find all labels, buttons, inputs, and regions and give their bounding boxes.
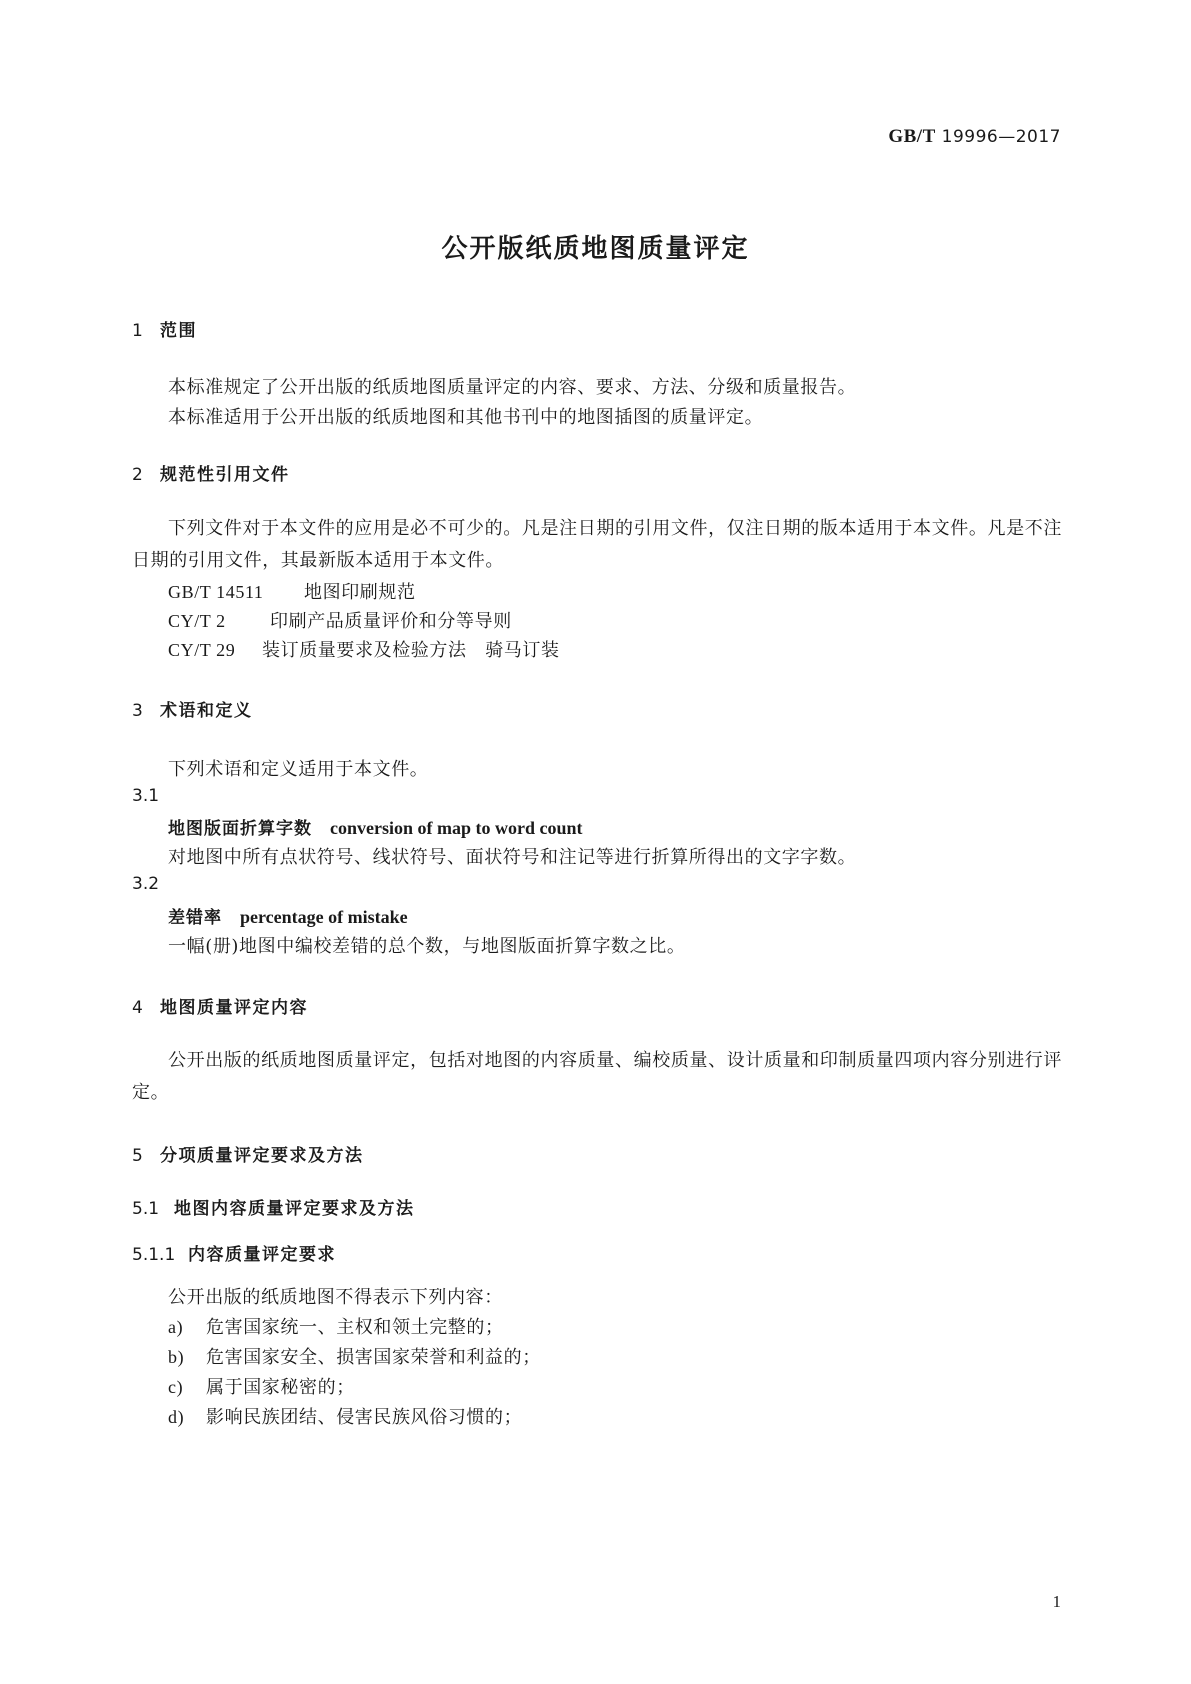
section-number: 2 (132, 465, 143, 485)
term-english: conversion of map to word count (330, 818, 583, 838)
section-1-heading (132, 316, 197, 341)
section-title: 地图质量评定内容 (160, 998, 308, 1018)
section-title: 内容质量评定要求 (188, 1245, 336, 1265)
term-heading (168, 814, 583, 839)
paragraph: 公开出版的纸质地图质量评定，包括对地图的内容质量、编校质量、设计质量和印制质量四项内容分别进行评定。 (132, 1050, 1062, 1103)
paragraph: 下列文件对于本文件的应用是必不可少的。凡是注日期的引用文件，仅注日期的版本适用于本文件。凡是不注日期的引用文件，其最新版本适用于本文件。 (132, 518, 1062, 571)
standard-code: GB/T (888, 126, 936, 147)
reference-code: GB/T 14511 (168, 582, 264, 602)
list-item (168, 1343, 541, 1369)
section-number: 5.1 (132, 1199, 160, 1219)
reference-code: CY/T 2 (168, 611, 226, 631)
paragraph: 本标准规定了公开出版的纸质地图质量评定的内容、要求、方法、分级和质量报告。 (168, 377, 857, 398)
section-number: 4 (132, 998, 143, 1018)
reference-title: 装订质量要求及检验方法 骑马订装 (262, 640, 560, 661)
paragraph: 本标准适用于公开出版的纸质地图和其他书刊中的地图插图的质量评定。 (168, 407, 764, 428)
list-item (168, 1373, 355, 1399)
section-number: 5 (132, 1146, 143, 1166)
list-marker: b) (168, 1347, 185, 1367)
standard-number (888, 126, 1061, 148)
section-number: 1 (132, 321, 143, 341)
section-5-heading (132, 1141, 364, 1166)
page-number: 1 (1052, 1592, 1061, 1611)
term-english: percentage of mistake (240, 907, 408, 927)
term-definition: 对地图中所有点状符号、线状符号、面状符号和注记等进行折算所得出的文字字数。 (168, 847, 857, 868)
section-5-1-heading (132, 1194, 415, 1219)
term-definition: 一幅(册)地图中编校差错的总个数，与地图版面折算字数之比。 (168, 936, 686, 957)
reference-item (168, 578, 416, 604)
section-4-heading (132, 993, 308, 1018)
section-number: 3 (132, 701, 143, 721)
list-text: 属于国家秘密的； (206, 1377, 355, 1398)
reference-title: 地图印刷规范 (304, 582, 416, 603)
list-text: 危害国家统一、主权和领土完整的； (206, 1317, 504, 1338)
section-title: 规范性引用文件 (160, 465, 290, 485)
list-item (168, 1313, 504, 1339)
list-text: 影响民族团结、侵害民族风俗习惯的； (206, 1407, 523, 1428)
term-chinese: 差错率 (168, 908, 222, 928)
reference-item (168, 607, 512, 633)
reference-title: 印刷产品质量评价和分等导则 (270, 611, 512, 632)
section-title: 范围 (160, 321, 197, 341)
paragraph: 下列术语和定义适用于本文件。 (168, 759, 429, 780)
term-heading (168, 903, 408, 928)
clause-number: 3.1 (132, 786, 160, 806)
section-title: 术语和定义 (160, 701, 253, 721)
section-number: 5.1.1 (132, 1245, 176, 1265)
list-marker: c) (168, 1377, 184, 1397)
document-title: 公开版纸质地图质量评定 (441, 234, 750, 264)
list-text: 危害国家安全、损害国家荣誉和利益的； (206, 1347, 541, 1368)
reference-item (168, 636, 560, 662)
term-chinese: 地图版面折算字数 (168, 819, 312, 839)
section-5-1-1-heading (132, 1240, 336, 1265)
section-3-heading (132, 696, 253, 721)
section-title: 地图内容质量评定要求及方法 (174, 1199, 415, 1219)
list-marker: d) (168, 1407, 185, 1427)
paragraph: 公开出版的纸质地图不得表示下列内容： (168, 1287, 503, 1308)
list-item (168, 1403, 522, 1429)
section-2-heading (132, 460, 290, 485)
standard-year: 19996—2017 (941, 127, 1061, 147)
section-title: 分项质量评定要求及方法 (160, 1146, 364, 1166)
clause-number: 3.2 (132, 874, 160, 894)
reference-code: CY/T 29 (168, 640, 236, 660)
list-marker: a) (168, 1317, 184, 1337)
